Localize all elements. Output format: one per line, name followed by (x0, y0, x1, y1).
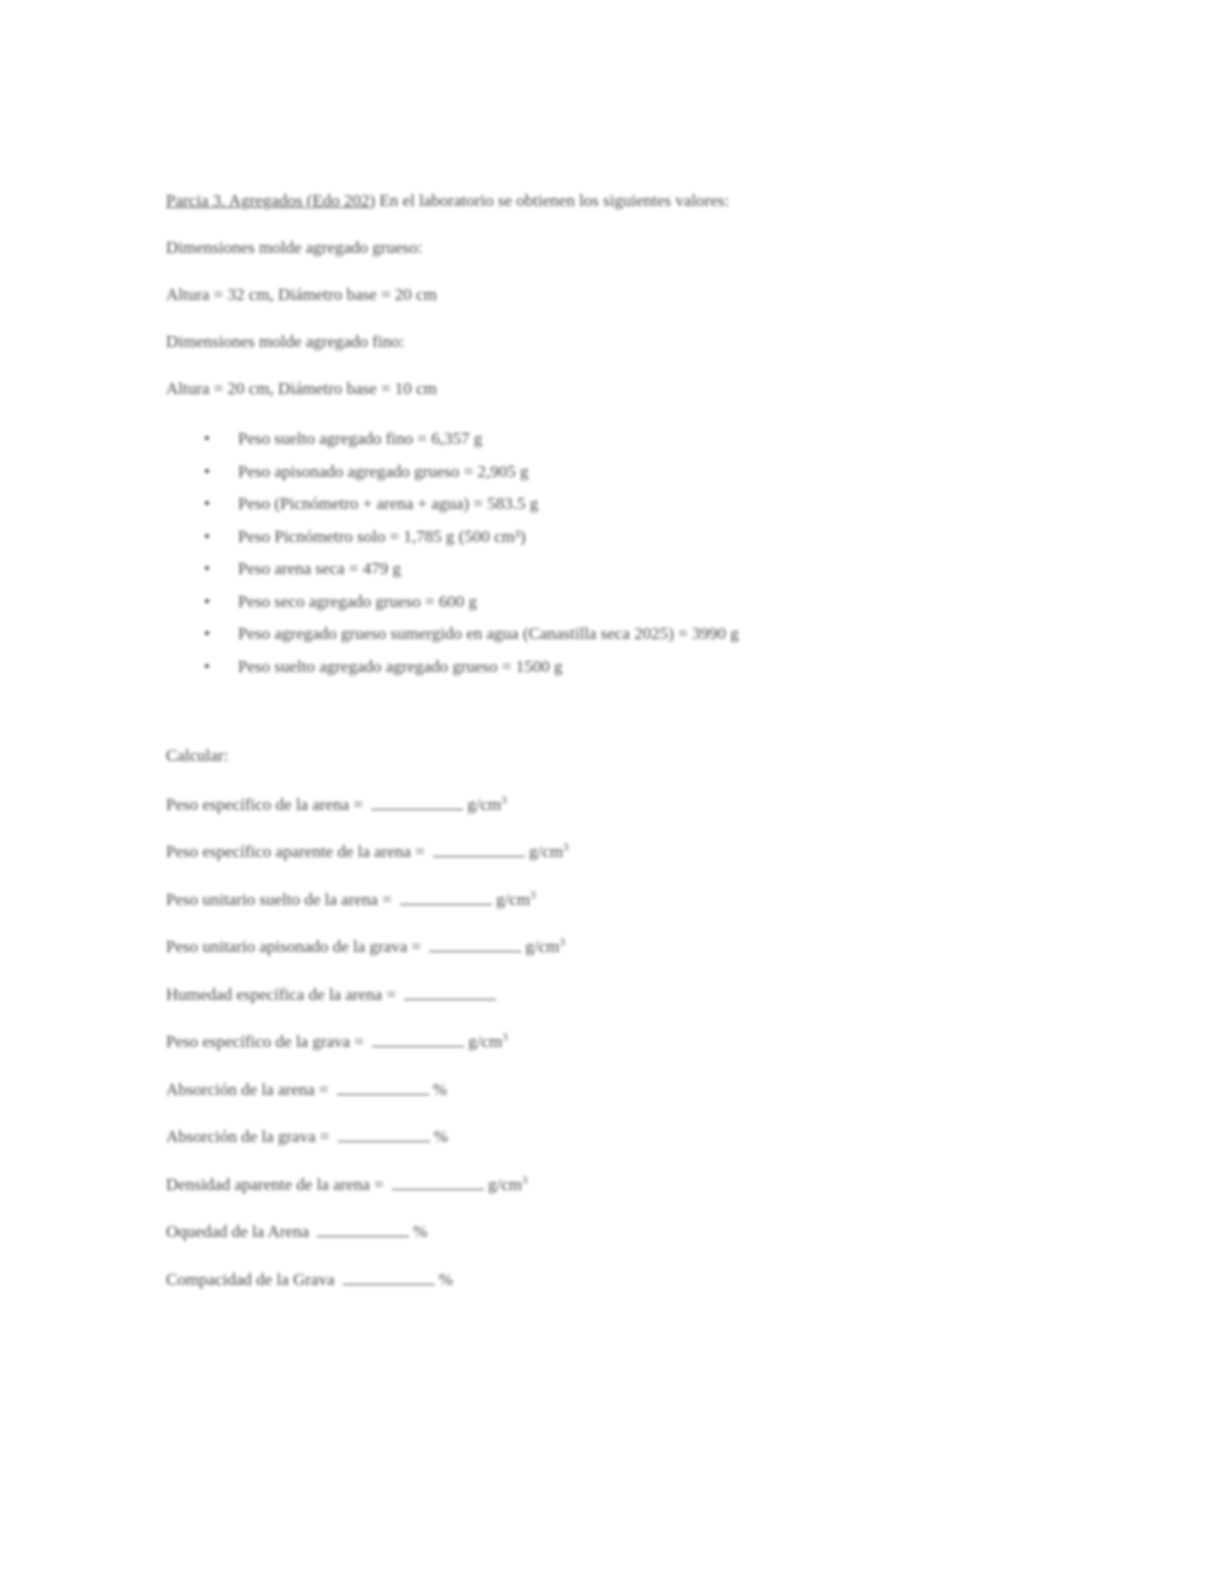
calc-unit-exponent: 3 (563, 841, 569, 854)
calc-unit: g/cm (525, 937, 560, 956)
calc-unit: g/cm (529, 842, 564, 861)
calc-row (166, 840, 1046, 888)
lab-value-item (204, 461, 1046, 494)
calc-label: Densidad aparente de la arena = (166, 1174, 388, 1194)
calc-unit: g/cm (496, 889, 531, 909)
coarse-mold-dimensions: Altura = 32 cm, Diámetro base = 20 cm (166, 285, 437, 304)
calc-unit-exponent: 3 (521, 1173, 528, 1186)
bullet-icon: • (204, 429, 210, 448)
calc-row (166, 1173, 1046, 1221)
calc-label: Peso unitario suelto de la arena = (166, 889, 397, 909)
answer-blank (392, 1173, 484, 1190)
lab-value-text: Peso suelto agregado agregado grueso = 1500 g (238, 656, 563, 676)
calc-unit-exponent: 3 (559, 936, 565, 949)
answer-blank (429, 935, 521, 952)
answer-blank (371, 793, 463, 810)
bullet-icon: • (204, 559, 210, 578)
calc-row (166, 935, 1046, 983)
calc-row (166, 1220, 1046, 1268)
document-title (166, 190, 1046, 212)
answer-blank (317, 1220, 409, 1237)
calc-label: Humedad específica de la arena = (166, 984, 401, 1004)
answer-blank (337, 1078, 429, 1095)
fine-mold-dimensions: Altura = 20 cm, Diámetro base = 10 cm (166, 379, 437, 398)
lab-value-text: Peso Picnómetro solo = 1,785 g (500 cm³) (238, 526, 526, 546)
calc-label: Compacidad de la Grava (166, 1269, 339, 1289)
calc-unit-exponent: 3 (501, 793, 507, 806)
calc-row (166, 1125, 1046, 1173)
calc-row (166, 793, 1046, 841)
bullet-icon: • (204, 526, 210, 546)
calc-row (166, 1030, 1046, 1078)
calc-unit-exponent: 3 (530, 888, 536, 901)
bullet-icon: • (204, 494, 210, 513)
calc-label: Peso unitario apisonado de la grava = (166, 937, 426, 956)
coarse-mold-heading: Dimensiones molde agregado grueso: (166, 238, 423, 257)
document-page (166, 190, 1046, 1315)
bullet-icon: • (204, 624, 210, 643)
calculation-section (166, 745, 1046, 1315)
calc-row (166, 1268, 1046, 1316)
lab-value-text: Peso suelto agregado fino = 6,357 g (238, 429, 483, 448)
calc-heading: Calcular: (166, 746, 229, 765)
answer-blank (343, 1268, 435, 1285)
title-intro: En el laboratorio se obtienen los siguientes valores: (375, 191, 730, 210)
lab-value-text: Peso agregado grueso sumergido en agua (Canastilla seca 2025) = 3990 g (238, 624, 739, 643)
lab-value-item (204, 428, 1046, 461)
calc-rows (166, 793, 1046, 1316)
calc-unit: % (438, 1269, 453, 1289)
calc-unit: g/cm (468, 1032, 503, 1051)
calc-row (166, 888, 1046, 936)
answer-blank (404, 983, 496, 1000)
lab-value-text: Peso seco agregado grueso = 600 g (238, 591, 478, 611)
calc-label: Oquedad de la Arena (166, 1222, 314, 1241)
calc-label: Absorción de la grava = (166, 1127, 334, 1146)
answer-blank (338, 1125, 430, 1142)
calc-unit: % (413, 1222, 428, 1241)
calc-label: Peso específico de la grava = (166, 1032, 369, 1051)
answer-blank (433, 840, 525, 857)
bullet-icon: • (204, 656, 210, 676)
bullet-icon: • (204, 461, 210, 481)
lab-value-item (204, 526, 1046, 559)
answer-blank (372, 1030, 464, 1047)
lab-value-item (204, 623, 1046, 656)
calc-unit: g/cm (467, 794, 502, 814)
bullet-icon: • (204, 591, 210, 611)
lab-value-text: Peso arena seca = 479 g (238, 559, 402, 578)
lab-values-list (166, 428, 1046, 688)
fine-mold-heading: Dimensiones molde agregado fino: (166, 332, 405, 351)
calc-unit: g/cm (487, 1174, 522, 1194)
lab-value-item (204, 493, 1046, 526)
title-underlined: Parcia 3. Agregados (Edo 202) (166, 191, 376, 210)
calc-unit: % (432, 1079, 447, 1099)
lab-value-item (204, 558, 1046, 591)
lab-value-text: Peso (Picnómetro + arena + agua) = 583.5 g (238, 494, 539, 513)
calc-unit-exponent: 3 (502, 1031, 508, 1044)
calc-label: Absorción de la arena = (166, 1079, 333, 1099)
calc-row (166, 1078, 1046, 1126)
lab-value-item (204, 656, 1046, 689)
calc-unit: % (433, 1127, 448, 1146)
calc-row (166, 983, 1046, 1031)
lab-value-text: Peso apisonado agregado grueso = 2,905 g (238, 461, 529, 481)
calc-label: Peso específico de la arena = (166, 794, 368, 814)
lab-value-item (204, 591, 1046, 624)
answer-blank (400, 888, 492, 905)
calc-label: Peso específico aparente de la arena = (166, 842, 430, 861)
